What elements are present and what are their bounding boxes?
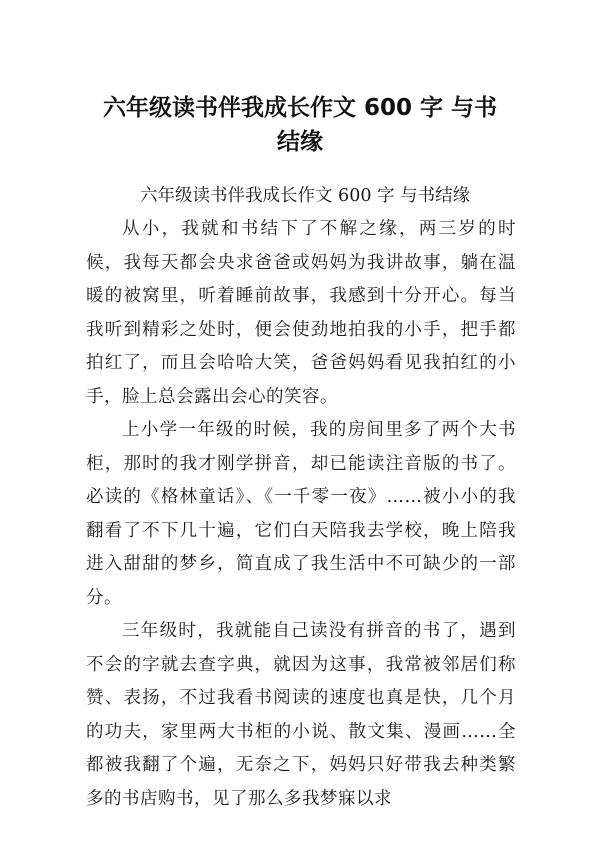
title-line-1: 六年级读书伴我成长作文 600 字 与书 — [102, 95, 498, 122]
paragraph-3: 三年级时，我就能自己读没有拼音的书了，遇到不会的字就去查字典，就因为这事，我常被邻居们称赞、表扬，不过我看书阅读的速度也真是快，几个月的功夫，家里两大书柜的小说、散文集、漫画……全都被我翻了个遍，无奈之下，妈妈只好带我去种类繁多的书店购书，见了那么多我梦寐以求 — [86, 621, 516, 809]
paragraph-2: 上小学一年级的时候，我的房间里多了两个大书柜，那时的我才刚学拼音，却已能读注音版的书了。必读的《格林童话》、《一千零一夜》……被小小的我翻看了不下几十遍，它们白天陪我去学校，晚上陪我进入甜甜的梦乡，简直成了我生活中不可缺少的一部分。 — [86, 420, 516, 608]
article-body — [86, 180, 516, 816]
paragraph-1: 从小，我就和书结下了不解之缘，两三岁的时候，我每天都会央求爸爸或妈妈为我讲故事，躺在温暖的被窝里，听着睡前故事，我感到十分开心。每当我听到精彩之处时，便会使劲地拍我的小手，把手都拍红了，而且会哈哈大笑，爸爸妈妈看见我拍红的小手，脸上总会露出会心的笑容。 — [86, 219, 516, 407]
title-line-2: 结缘 — [277, 129, 323, 156]
article-subtitle: 六年级读书伴我成长作文 600 字 与书结缘 — [140, 186, 471, 206]
page-title — [90, 91, 510, 159]
